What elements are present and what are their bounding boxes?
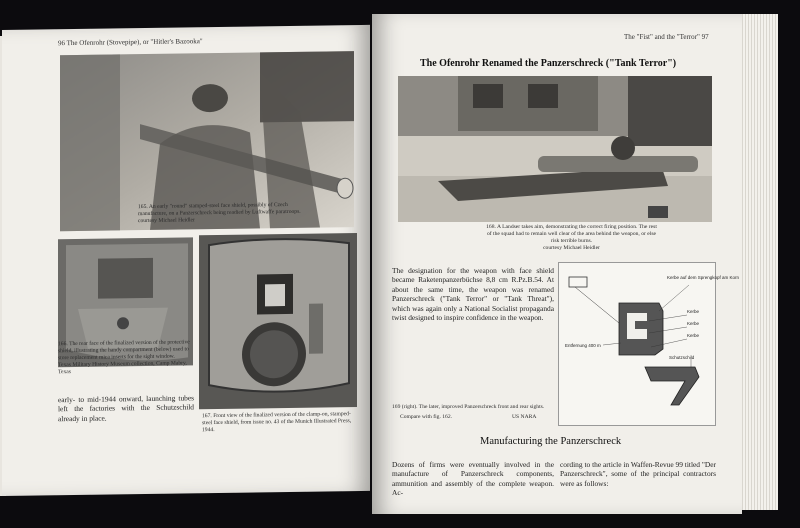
page-title: The Ofenrohr Renamed the Panzerschreck ("Tank Terror") xyxy=(420,58,677,69)
left-body-text: early- to mid-1944 onward, launching tubes left the factories with the Schutzschild already in place. xyxy=(58,393,194,424)
diagram-label-kerbe-2: Kerbe xyxy=(687,321,700,326)
body-column-1: Dozens of firms were eventually involved in the manufacture of Panzerschreck components, ammunition and assembly of the complete weapon. Ac- xyxy=(392,460,554,498)
right-page-edge xyxy=(742,14,778,510)
caption-169-compare: Compare with fig. 162. xyxy=(400,414,453,420)
right-body-text: The designation for the weapon with face shield became Raketenpanzerbüchse 8,8 cm R.Pz.B.54. At about the same time, the weapon was renamed Panzerschreck ("Tank Terror" or "Tank Threat"), which was again only a National Socialist propaganda twist designed to inspire confidence in the weapon. xyxy=(392,266,554,323)
right-page xyxy=(372,14,742,514)
caption-165: 165. An early "round" stamped-steel face shield, possibly of Czech manufacture, on a Panzerschreck being readied by Luftwaffe paratroops. courtesy Michael Heidler xyxy=(138,202,301,225)
diagram-label-kerbe-1: Kerbe xyxy=(687,309,700,314)
caption-166 xyxy=(58,339,194,376)
diagram-label-schutzschild: Schutzschild xyxy=(669,355,695,360)
section-title: Manufacturing the Panzerschreck xyxy=(480,436,622,447)
caption-167: 167. Front view of the finalized version of the clamp-on, stamped-steel face shield, from issue no. 43 of the Munich Illustrated Press, 1944. xyxy=(202,411,352,434)
right-running-header: The "Fist" and the "Terror" 97 xyxy=(624,33,709,41)
photo-shield-front xyxy=(199,233,357,409)
caption-168: 168. A Landser takes aim, demonstrating the correct firing position. The rest of the squad had to remain well clear of the area behind the weapon, or else risk terrible burns. courtesy Michael Heidler xyxy=(486,224,657,251)
photo-landser-aiming xyxy=(398,76,712,222)
left-page xyxy=(2,25,370,496)
caption-169: 169 (right). The later, improved Panzerschreck front and rear sights. xyxy=(392,404,545,410)
left-running-header: 96 The Ofenrohr (Stovepipe), or "Hitler's Bazooka" xyxy=(58,37,203,48)
caption-166-text: 166. The rear face of the finalized version of the protective shield, illustrating the handy compartment (below) used to store replacement mica inserts for the sight window. Texas Military History Museum collection, Camp Mabry, Texas xyxy=(58,339,190,376)
photo-credit-nara: US NARA xyxy=(512,414,537,420)
body-column-2: cording to the article in Waffen-Revue 99 titled "Der Panzerschreck", some of the principal contractors were as follows: xyxy=(560,460,716,488)
diagram-label-kerbe-3: Kerbe xyxy=(687,333,700,338)
diagram-label-entfernung: Entfernung 400 m xyxy=(565,343,601,348)
sight-diagram xyxy=(558,262,740,426)
diagram-label-korn: Kerbe auf dem Sprengkopf am Korn xyxy=(667,275,740,280)
